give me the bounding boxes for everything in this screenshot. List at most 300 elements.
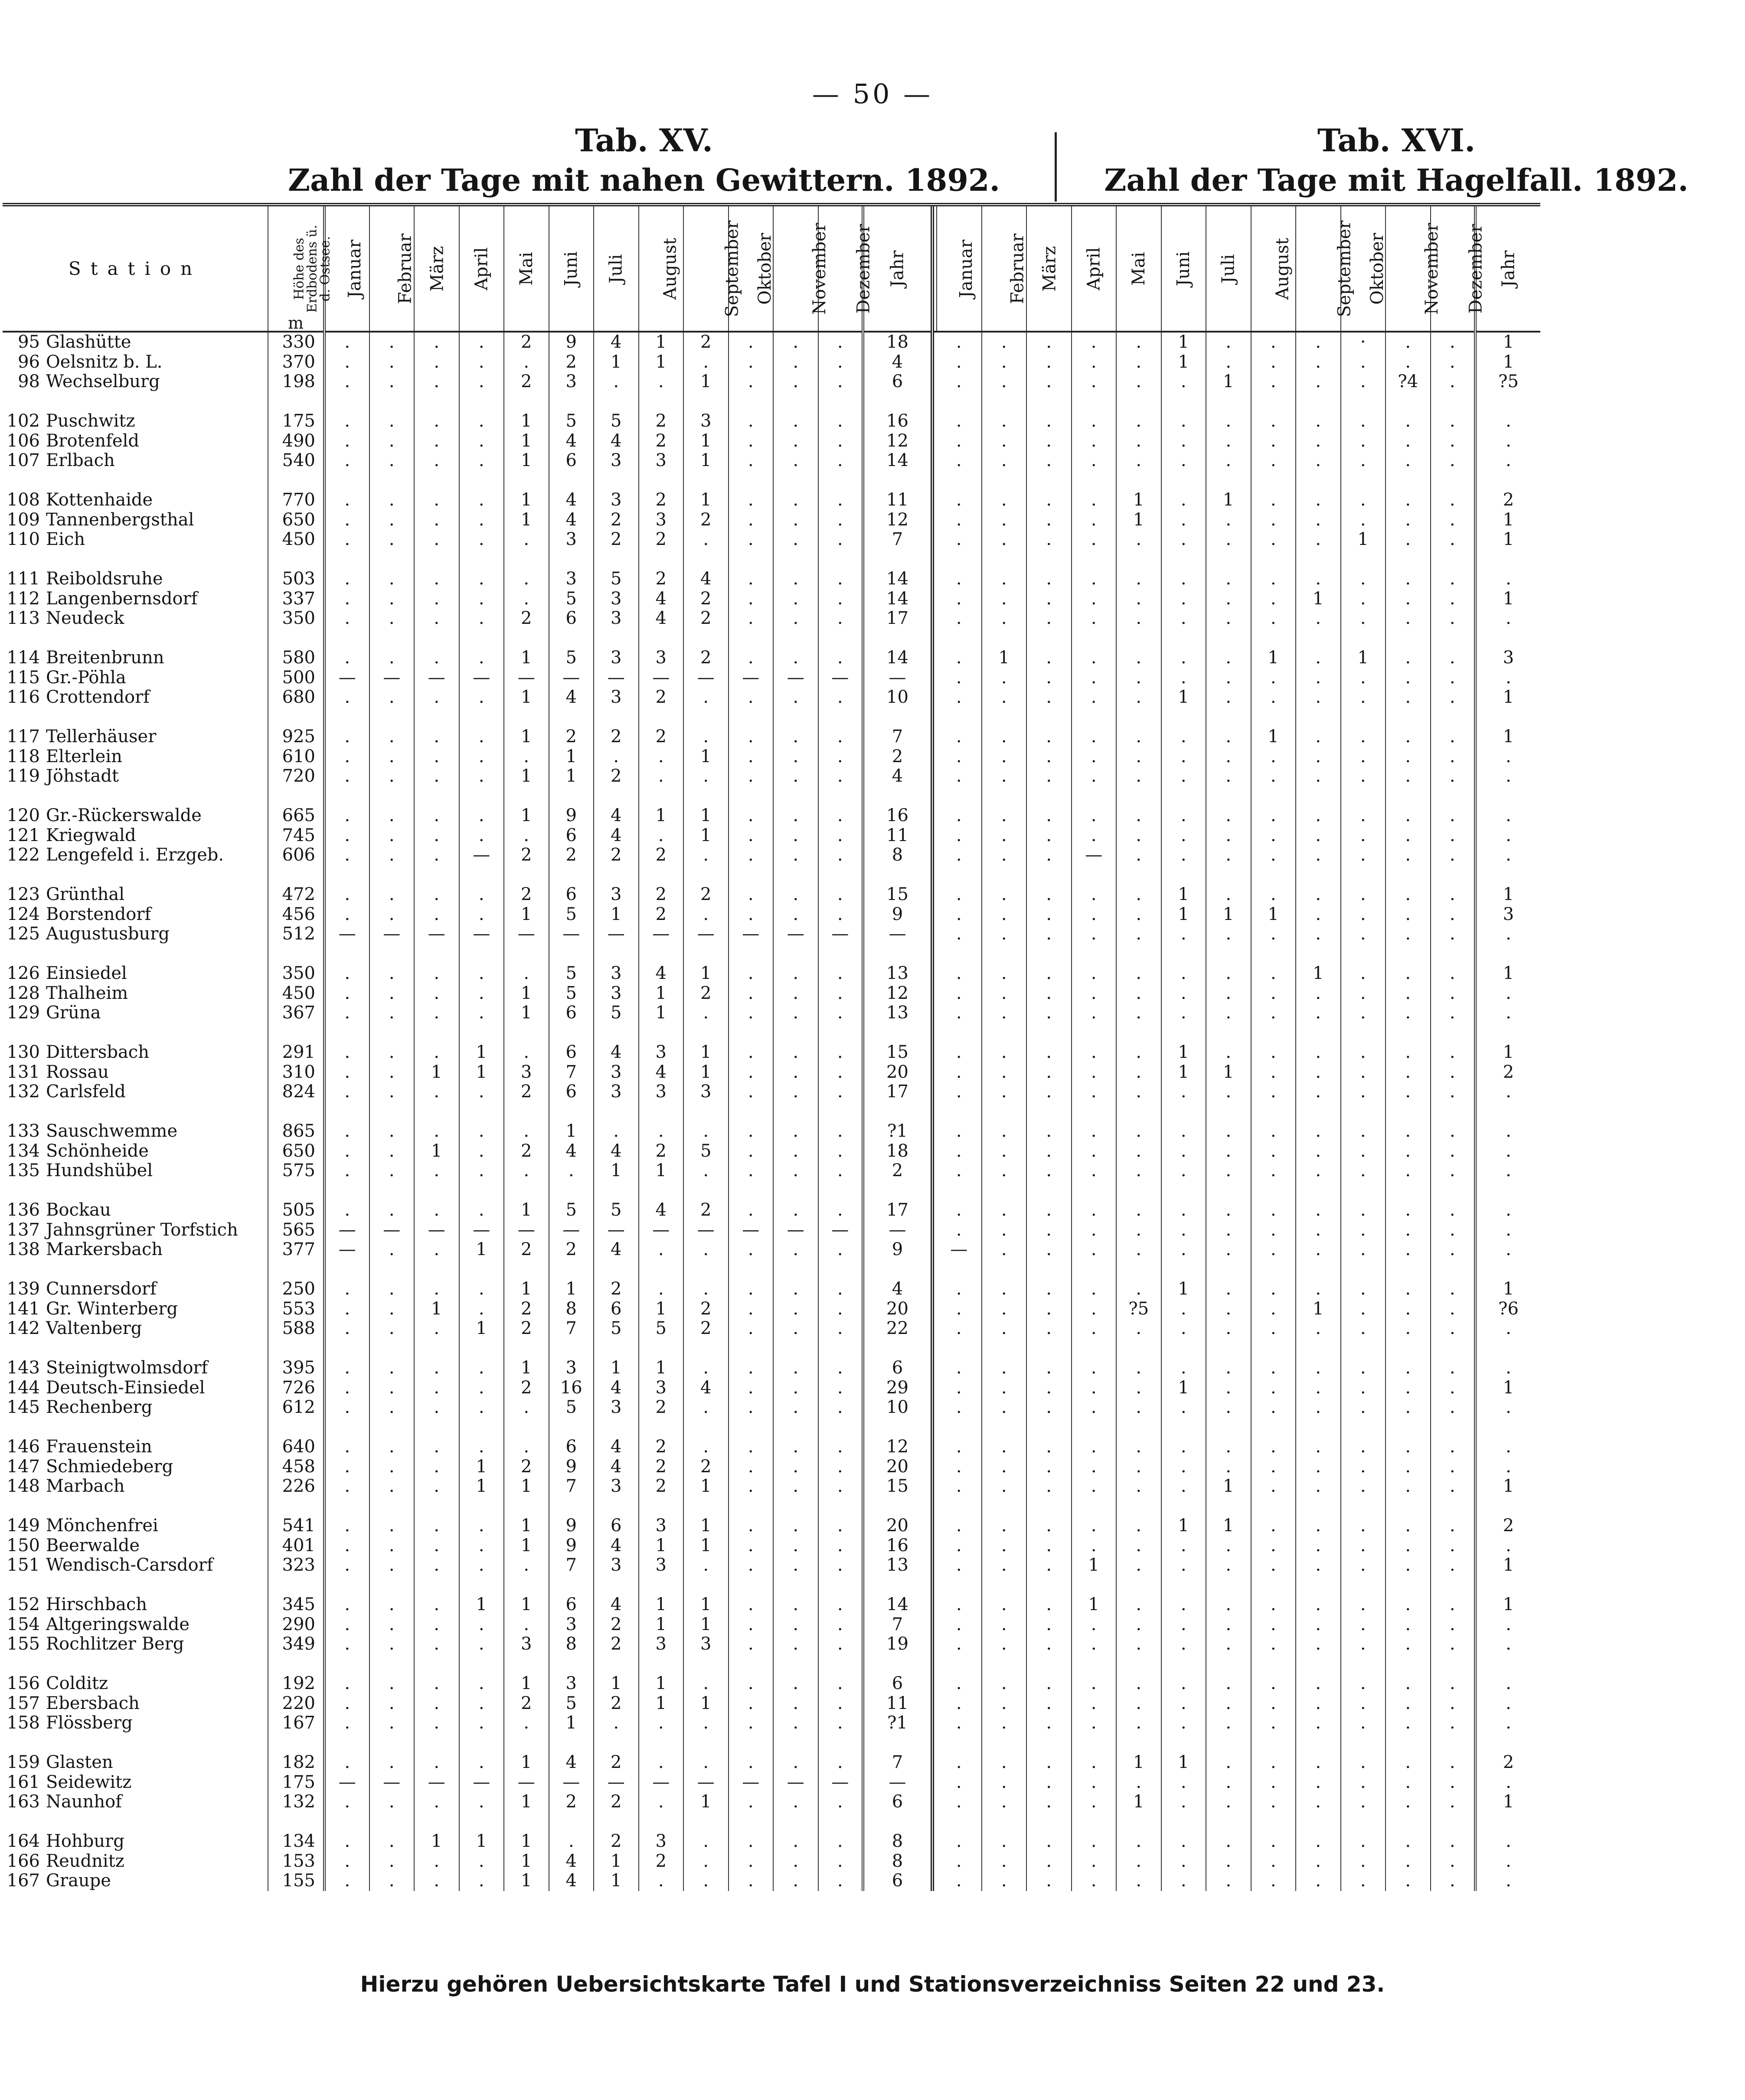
hagel-month-value: .: [1116, 1378, 1161, 1398]
spacer-cell: [369, 1339, 415, 1359]
gewitter-year-total: 12: [863, 431, 932, 451]
hagel-month-value: .: [1206, 1753, 1251, 1773]
hagel-month-value: .: [1206, 609, 1251, 629]
gewitter-month-value: .: [369, 1200, 415, 1220]
hagel-month-value: .: [1116, 1082, 1161, 1102]
gewitter-year-total: 13: [863, 1555, 932, 1575]
spacer-cell: [1431, 471, 1476, 491]
hagel-month-value: .: [1431, 1536, 1476, 1556]
hagel-month-value: .: [1431, 727, 1476, 747]
hagel-month-value: .: [1026, 727, 1072, 747]
gewitter-month-value: .: [773, 1437, 818, 1457]
spacer-cell: [683, 1102, 729, 1122]
hagel-month-value: .: [1251, 1220, 1296, 1240]
gewitter-month-value: .: [773, 1299, 818, 1319]
gewitter-month-value: 2: [594, 530, 639, 550]
spacer-cell: [932, 1418, 937, 1438]
hagel-month-value: .: [1116, 1122, 1161, 1141]
station-height: 450: [268, 984, 324, 1004]
table-row: [3, 372, 1540, 392]
spacer-cell: [1341, 1181, 1386, 1201]
spacer-cell: [1161, 392, 1206, 412]
gewitter-month-value: .: [729, 885, 774, 905]
hagel-month-value: .: [1116, 1141, 1161, 1161]
hagel-month-value: .: [1026, 766, 1072, 786]
hagel-month-value: .: [1116, 1634, 1161, 1654]
table-divider: [932, 332, 937, 352]
gewitter-header-month: [414, 205, 459, 332]
hagel-year-total: .: [1475, 747, 1540, 767]
hagel-month-value: .: [1072, 924, 1117, 944]
hagel-month-value: .: [982, 1161, 1027, 1181]
hagel-month-value: .: [1431, 1595, 1476, 1615]
table-divider: [932, 1437, 937, 1457]
gewitter-month-value: .: [773, 1595, 818, 1615]
gewitter-month-value: 1: [504, 431, 549, 451]
gewitter-month-value: 3: [683, 1634, 729, 1654]
gewitter-month-value: .: [818, 727, 863, 747]
station-height: 490: [268, 431, 324, 451]
hagel-month-value: .: [1206, 332, 1251, 352]
gewitter-header-month: [773, 205, 830, 332]
gewitter-month-value: .: [369, 1063, 415, 1083]
hagel-month-value: .: [1116, 1398, 1161, 1418]
spacer-cell: [1341, 1733, 1386, 1753]
hagel-month-value: .: [956, 1555, 962, 1575]
spacer-cell: [504, 786, 549, 806]
gewitter-month-value: 1: [504, 984, 549, 1004]
spacer-cell: [932, 1497, 937, 1516]
spacer-cell: [1386, 1733, 1431, 1753]
group-spacer: [3, 786, 1540, 806]
gewitter-month-value: .: [324, 1279, 369, 1299]
station-name: Kottenhaide: [46, 490, 153, 510]
spacer-cell: [1116, 1812, 1161, 1832]
hagel-month-value: .: [982, 1003, 1027, 1023]
gewitter-month-value: .: [729, 747, 774, 767]
gewitter-month-value: 1: [683, 1477, 729, 1497]
hagel-month-value: .: [1206, 727, 1251, 747]
spacer-cell: [1431, 550, 1476, 570]
station-cell: [3, 984, 268, 1004]
hagel-month-value: .: [1341, 1200, 1386, 1220]
gewitter-month-value: 1: [504, 1753, 549, 1773]
table-row: [3, 1200, 1540, 1220]
hagel-month-value: 1: [1296, 589, 1341, 609]
hagel-month-value: .: [1251, 984, 1296, 1004]
spacer-cell: [324, 786, 369, 806]
hagel-month-value: .: [1296, 747, 1341, 767]
hagel-month-value: .: [1431, 1713, 1476, 1733]
gewitter-month-value: .: [504, 1398, 549, 1418]
gewitter-month-value: .: [459, 648, 504, 668]
spacer-cell: [1386, 944, 1431, 964]
hagel-month-value: .: [1386, 1871, 1431, 1891]
hagel-month-value: .: [956, 332, 962, 352]
gewitter-month-value: .: [369, 1694, 415, 1714]
gewitter-month-value: 4: [549, 688, 594, 708]
gewitter-month-value: 2: [594, 766, 639, 786]
station-name: Crottendorf: [46, 688, 150, 708]
gewitter-month-value: .: [324, 1792, 369, 1812]
hagel-month-value: .: [1296, 1694, 1341, 1714]
hagel-month-value: .: [1386, 1773, 1431, 1793]
hagel-month-value: .: [1072, 1615, 1117, 1635]
spacer-cell: [1475, 708, 1540, 727]
gewitter-month-value: 4: [639, 1200, 684, 1220]
gewitter-month-value: 4: [594, 1595, 639, 1615]
hagel-month-value: .: [1206, 806, 1251, 826]
hagel-month-value: .: [1296, 826, 1341, 846]
spacer-cell: [268, 629, 324, 649]
hagel-month-value: .: [1431, 332, 1476, 352]
gewitter-month-value: .: [459, 510, 504, 530]
hagel-year-total: 1: [1475, 510, 1540, 530]
gewitter-month-value: .: [818, 1299, 863, 1319]
gewitter-month-value: 1: [504, 727, 549, 747]
station-number: 108: [7, 490, 40, 510]
hagel-year-total: .: [1475, 1713, 1540, 1733]
hagel-month-value: .: [1431, 431, 1476, 451]
station-name: Beerwalde: [46, 1536, 140, 1555]
hagel-month-value: .: [1341, 885, 1386, 905]
station-number: 112: [7, 589, 40, 609]
spacer-cell: [1026, 1575, 1072, 1595]
hagel-month-value: .: [1296, 648, 1341, 668]
gewitter-month-value: 4: [594, 826, 639, 846]
hagel-month-value: .: [982, 1299, 1027, 1319]
table-row: [3, 648, 1540, 668]
spacer-cell: [639, 629, 684, 649]
hagel-month-value: .: [1026, 451, 1072, 471]
hagel-month-value: .: [1116, 806, 1161, 826]
spacer-cell: [1116, 1575, 1161, 1595]
station-height: 250: [268, 1279, 324, 1299]
spacer-cell: [1386, 392, 1431, 412]
hagel-month-value: .: [982, 1240, 1027, 1260]
gewitter-month-value: —: [504, 1220, 549, 1240]
gewitter-month-value: .: [818, 1792, 863, 1812]
table-row: [3, 1713, 1540, 1733]
gewitter-header-month: [683, 205, 742, 332]
gewitter-month-value: .: [683, 845, 729, 865]
gewitter-month-value: .: [818, 569, 863, 589]
spacer-cell: [683, 786, 729, 806]
spacer-cell: [594, 550, 639, 570]
spacer-cell: [1296, 1575, 1341, 1595]
gewitter-month-value: .: [459, 609, 504, 629]
gewitter-month-value: .: [773, 1043, 818, 1063]
spacer-cell: [1206, 1102, 1251, 1122]
gewitter-month-value: .: [683, 1871, 729, 1891]
spacer-cell: [1296, 471, 1341, 491]
table-row: [3, 1122, 1540, 1141]
hagel-year-total: 2: [1475, 1753, 1540, 1773]
gewitter-month-value: 3: [504, 1634, 549, 1654]
station-name: Borstendorf: [46, 904, 151, 924]
spacer-cell: [773, 1260, 818, 1280]
station-number: 106: [7, 431, 40, 451]
spacer-cell: [1386, 865, 1431, 885]
gewitter-month-value: 2: [639, 1141, 684, 1161]
gewitter-month-value: 1: [594, 1674, 639, 1694]
station-number: 135: [7, 1161, 40, 1181]
table-row: [3, 845, 1540, 865]
station-height: 155: [268, 1871, 324, 1891]
spacer-cell: [594, 1497, 639, 1516]
spacer-cell: [1072, 1497, 1117, 1516]
hagel-month-value: .: [1116, 766, 1161, 786]
hagel-month-value: .: [1026, 1220, 1072, 1240]
spacer-cell: [863, 1181, 932, 1201]
gewitter-month-value: 2: [639, 431, 684, 451]
spacer-cell: [369, 1181, 415, 1201]
gewitter-month-value: .: [414, 1122, 459, 1141]
spacer-cell: [729, 1339, 774, 1359]
hagel-year-total: .: [1475, 1240, 1540, 1260]
gewitter-month-value: .: [459, 766, 504, 786]
hagel-month-value: .: [982, 411, 1027, 431]
hagel-month-value: .: [1341, 1615, 1386, 1635]
spacer-cell: [1161, 1260, 1206, 1280]
station-number: 164: [7, 1832, 40, 1852]
gewitter-month-value: .: [414, 1358, 459, 1378]
hagel-month-value: .: [1386, 806, 1431, 826]
station-height: 745: [268, 826, 324, 846]
gewitter-month-value: .: [729, 766, 774, 786]
gewitter-month-value: 2: [639, 1457, 684, 1477]
gewitter-month-value: .: [414, 451, 459, 471]
spacer-cell: [982, 865, 1027, 885]
spacer-cell: [1026, 1181, 1072, 1201]
gewitter-month-value: .: [324, 1437, 369, 1457]
station-cell: [3, 589, 268, 609]
hagel-year-total: 1: [1475, 964, 1540, 984]
spacer-cell: [3, 1418, 268, 1438]
spacer-cell: [1341, 1418, 1386, 1438]
station-name: Augustusburg: [46, 924, 170, 944]
gewitter-month-value: 3: [594, 885, 639, 905]
hagel-month-value: .: [1431, 1141, 1476, 1161]
gewitter-month-value: .: [818, 1003, 863, 1023]
gewitter-month-value: .: [818, 806, 863, 826]
gewitter-month-value: .: [773, 1358, 818, 1378]
station-number: 167: [7, 1871, 40, 1891]
hagel-month-value: ·: [1341, 332, 1386, 352]
table-divider: [932, 1792, 937, 1812]
gewitter-month-value: .: [414, 490, 459, 510]
spacer-cell: [1251, 1812, 1296, 1832]
gewitter-month-value: .: [773, 411, 818, 431]
table-row: [3, 1634, 1540, 1654]
gewitter-month-value: .: [324, 1141, 369, 1161]
station-name: Lengefeld i. Erzgeb.: [46, 845, 224, 865]
gewitter-month-value: .: [818, 826, 863, 846]
spacer-cell: [268, 708, 324, 727]
gewitter-month-value: 1: [504, 905, 549, 925]
spacer-cell: [1206, 786, 1251, 806]
hagel-month-value: .: [1206, 1279, 1251, 1299]
spacer-cell: [1386, 1102, 1431, 1122]
spacer-cell: [1026, 865, 1072, 885]
hagel-month-value: .: [1386, 1595, 1431, 1615]
gewitter-month-value: .: [729, 826, 774, 846]
gewitter-month-value: .: [324, 648, 369, 668]
hagel-month-value: .: [1251, 1082, 1296, 1102]
gewitter-year-total: 20: [863, 1516, 932, 1536]
group-spacer: [3, 1339, 1540, 1359]
spacer-cell: [1251, 1575, 1296, 1595]
gewitter-month-value: 2: [504, 372, 549, 392]
hagel-month-value: .: [1296, 845, 1341, 865]
gewitter-month-value: .: [369, 1792, 415, 1812]
gewitter-month-value: 5: [549, 964, 594, 984]
header-hoehe-line: d. Ostsee.: [317, 236, 333, 301]
hagel-month-value: 1: [1206, 905, 1251, 925]
hagel-month-value: .: [1251, 1792, 1296, 1812]
hagel-year-total: .: [1475, 806, 1540, 826]
hagel-month-value: .: [982, 451, 1027, 471]
spacer-cell: [549, 1812, 594, 1832]
gewitter-month-value: .: [773, 964, 818, 984]
hagel-month-value: .: [1341, 1832, 1386, 1852]
gewitter-month-value: .: [504, 1437, 549, 1457]
hagel-month-value: 1: [1161, 332, 1206, 352]
hagel-month-value: 1: [1116, 1753, 1161, 1773]
gewitter-year-total: 6: [863, 372, 932, 392]
gewitter-month-value: 1: [639, 1536, 684, 1556]
hagel-month-value: .: [1116, 1003, 1161, 1023]
gewitter-month-value: .: [729, 1161, 774, 1181]
gewitter-month-value: .: [414, 1792, 459, 1812]
spacer-cell: [982, 786, 1027, 806]
spacer-cell: [549, 392, 594, 412]
station-number: 161: [7, 1772, 40, 1792]
hagel-month-value: .: [956, 1753, 962, 1773]
hagel-month-value: .: [1431, 1674, 1476, 1694]
gewitter-month-value: .: [773, 688, 818, 708]
spacer-cell: [982, 629, 1027, 649]
table-divider: [932, 1141, 937, 1161]
gewitter-month-value: .: [414, 806, 459, 826]
gewitter-month-value: 1: [504, 806, 549, 826]
hagel-month-value: .: [1026, 1240, 1072, 1260]
spacer-cell: [1296, 1260, 1341, 1280]
gewitter-header-month: [639, 205, 684, 332]
hagel-month-value: .: [1296, 885, 1341, 905]
station-height: 395: [268, 1358, 324, 1378]
hagel-month-value: .: [956, 1614, 962, 1634]
spacer-cell: [1072, 1575, 1117, 1595]
gewitter-month-value: 1: [639, 332, 684, 352]
hagel-month-value: .: [982, 1852, 1027, 1872]
hagel-month-value: .: [1116, 826, 1161, 846]
gewitter-month-value: 3: [639, 1082, 684, 1102]
gewitter-month-value: 1: [639, 1358, 684, 1378]
gewitter-month-value: .: [369, 352, 415, 372]
station-name: Cunnersdorf: [46, 1279, 157, 1299]
hagel-month-value: .: [1431, 1753, 1476, 1773]
gewitter-month-value: 5: [549, 648, 594, 668]
hagel-month-value: .: [1026, 845, 1072, 865]
hagel-month-value: .: [982, 1398, 1027, 1418]
gewitter-month-value: 1: [504, 1852, 549, 1872]
spacer-cell: [932, 1339, 937, 1359]
table-row: [3, 569, 1540, 589]
gewitter-month-value: 1: [683, 1792, 729, 1812]
hagel-month-value: .: [1341, 1477, 1386, 1497]
gewitter-month-value: .: [639, 1122, 684, 1141]
spacer-cell: [1116, 1181, 1161, 1201]
hagel-month-value: .: [1431, 352, 1476, 372]
hagel-month-value: .: [1431, 1279, 1476, 1299]
hagel-header-month-label: Oktober: [1367, 232, 1387, 305]
hagel-month-value: .: [1161, 1240, 1206, 1260]
station-cell: [3, 1694, 268, 1714]
spacer-cell: [268, 1418, 324, 1438]
station-cell: [3, 411, 268, 431]
gewitter-month-value: .: [459, 826, 504, 846]
hagel-month-value: .: [1072, 411, 1117, 431]
spacer-cell: [414, 1181, 459, 1201]
table-divider: [932, 984, 937, 1004]
spacer-cell: [414, 944, 459, 964]
gewitter-month-value: 1: [414, 1832, 459, 1852]
gewitter-month-value: 4: [594, 1437, 639, 1457]
spacer-cell: [1116, 629, 1161, 649]
spacer-cell: [818, 1339, 863, 1359]
spacer-cell: [268, 1260, 324, 1280]
spacer-cell: [1206, 550, 1251, 570]
station-height: 925: [268, 727, 324, 747]
station-height: 720: [268, 766, 324, 786]
spacer-cell: [1161, 1497, 1206, 1516]
station-height: 226: [268, 1477, 324, 1497]
spacer-cell: [982, 471, 1027, 491]
gewitter-month-value: .: [729, 1634, 774, 1654]
spacer-cell: [1296, 392, 1341, 412]
table-row: [3, 1043, 1540, 1063]
station-name: Bockau: [46, 1200, 111, 1220]
station-name: Thalheim: [46, 983, 128, 1003]
station-number: 146: [7, 1437, 40, 1457]
hagel-month-value: 1: [1072, 1595, 1117, 1615]
hagel-month-value: .: [1296, 1141, 1341, 1161]
hagel-month-value: .: [1296, 1832, 1341, 1852]
hagel-year-total: 1: [1475, 688, 1540, 708]
hagel-month-value: .: [1296, 530, 1341, 550]
gewitter-month-value: .: [683, 1358, 729, 1378]
gewitter-month-value: 1: [683, 747, 729, 767]
gewitter-month-value: .: [324, 1003, 369, 1023]
gewitter-month-value: 1: [504, 510, 549, 530]
hagel-year-total: .: [1475, 1832, 1540, 1852]
gewitter-month-value: .: [639, 372, 684, 392]
spacer-cell: [1026, 1418, 1072, 1438]
gewitter-month-value: .: [324, 1358, 369, 1378]
hagel-month-value: .: [1251, 924, 1296, 944]
hagel-month-value: .: [956, 530, 962, 550]
gewitter-month-value: 3: [549, 372, 594, 392]
gewitter-month-value: .: [729, 1477, 774, 1497]
gewitter-month-value: .: [414, 1753, 459, 1773]
gewitter-month-value: .: [324, 1398, 369, 1418]
station-height: 220: [268, 1694, 324, 1714]
station-cell: [3, 924, 268, 944]
spacer-cell: [1206, 1654, 1251, 1674]
table-row: [3, 530, 1540, 550]
gewitter-month-value: .: [324, 490, 369, 510]
